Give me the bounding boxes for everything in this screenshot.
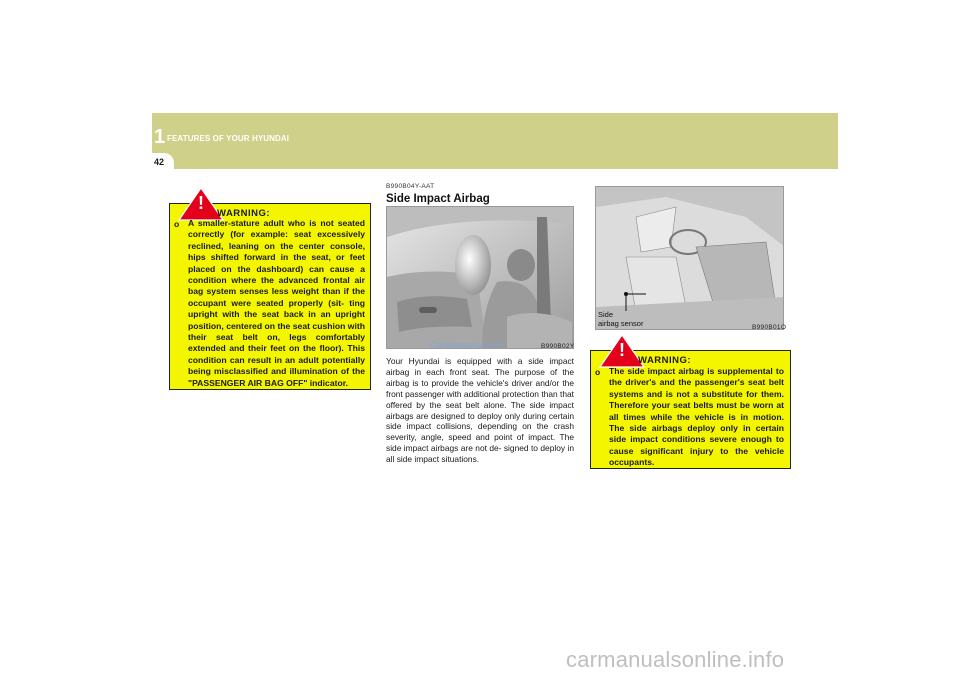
section-body: Your Hyundai is equipped with a side impact airbag in each front seat. The purpose of the airbag is to provide the vehicle's driver and/or the front passenger with additional protection than that offered by the seat belt alone. The side impact airbags are designed to deploy only during certain side impact collisions, depending on the crash severity, angle, speed and point of impact. The side impact airbags are not de- signed to deploy in all side impact situations. — [386, 356, 574, 465]
chapter-title: FEATURES OF YOUR HYUNDAI — [167, 134, 290, 143]
side-airbag-illustration — [387, 207, 574, 349]
warning-bullet: o — [174, 219, 180, 229]
warning-text-right: The side impact airbag is supplemental to the driver's and the passenger's seat belt systems and is not a substitute for them. Therefore your seat belts must be worn at all times while the vehicle is in motion. The side airbags deploy only in certain side impact conditions severe enough to cause significant injury to the vehicle occupants. — [609, 366, 784, 468]
sensor-label-line1: Side — [598, 310, 614, 319]
sensor-illustration — [596, 187, 787, 331]
sensor-figure-code: B990B01O — [752, 324, 787, 331]
warning-bullet-right: o — [595, 367, 601, 377]
sensor-figure — [595, 186, 787, 331]
section-title: Side Impact Airbag — [386, 193, 490, 205]
chapter-number: 1 — [154, 126, 166, 148]
warning-icon-mark-right: ! — [619, 340, 625, 360]
page-number: 42 — [154, 157, 165, 167]
figure-code: B990B02Y — [541, 343, 575, 350]
warning-icon-mark: ! — [198, 193, 204, 213]
figure-watermark: CarManuals2.com — [430, 340, 504, 350]
warning-title: WARNING: — [217, 208, 271, 219]
warning-title-right: WARNING: — [638, 355, 692, 366]
side-airbag-figure — [386, 206, 574, 349]
sensor-label-line2: airbag sensor — [598, 319, 644, 328]
sensor-label — [598, 310, 643, 328]
warning-text: A smaller-stature adult who is not seated correctly (for example: seat excessively reclined, leaning on the center console, hips shifted forward in the seat, or feet placed on the dashboard) can cause a condition where the advanced frontal air bag system senses less weight than if the occupant were seated properly (sit- ting upright with the seat back in an upright position, centered on the seat cushion with their seat belt on, legs comfortably extended and their feet on the floor). This condition can result in an adult potentially being misclassified and illumination of the "PASSENGER AIR BAG OFF" indicator. — [188, 218, 365, 388]
section-code: B990B04Y-AAT — [386, 183, 435, 190]
site-watermark: carmanualsonline.info — [566, 647, 785, 672]
